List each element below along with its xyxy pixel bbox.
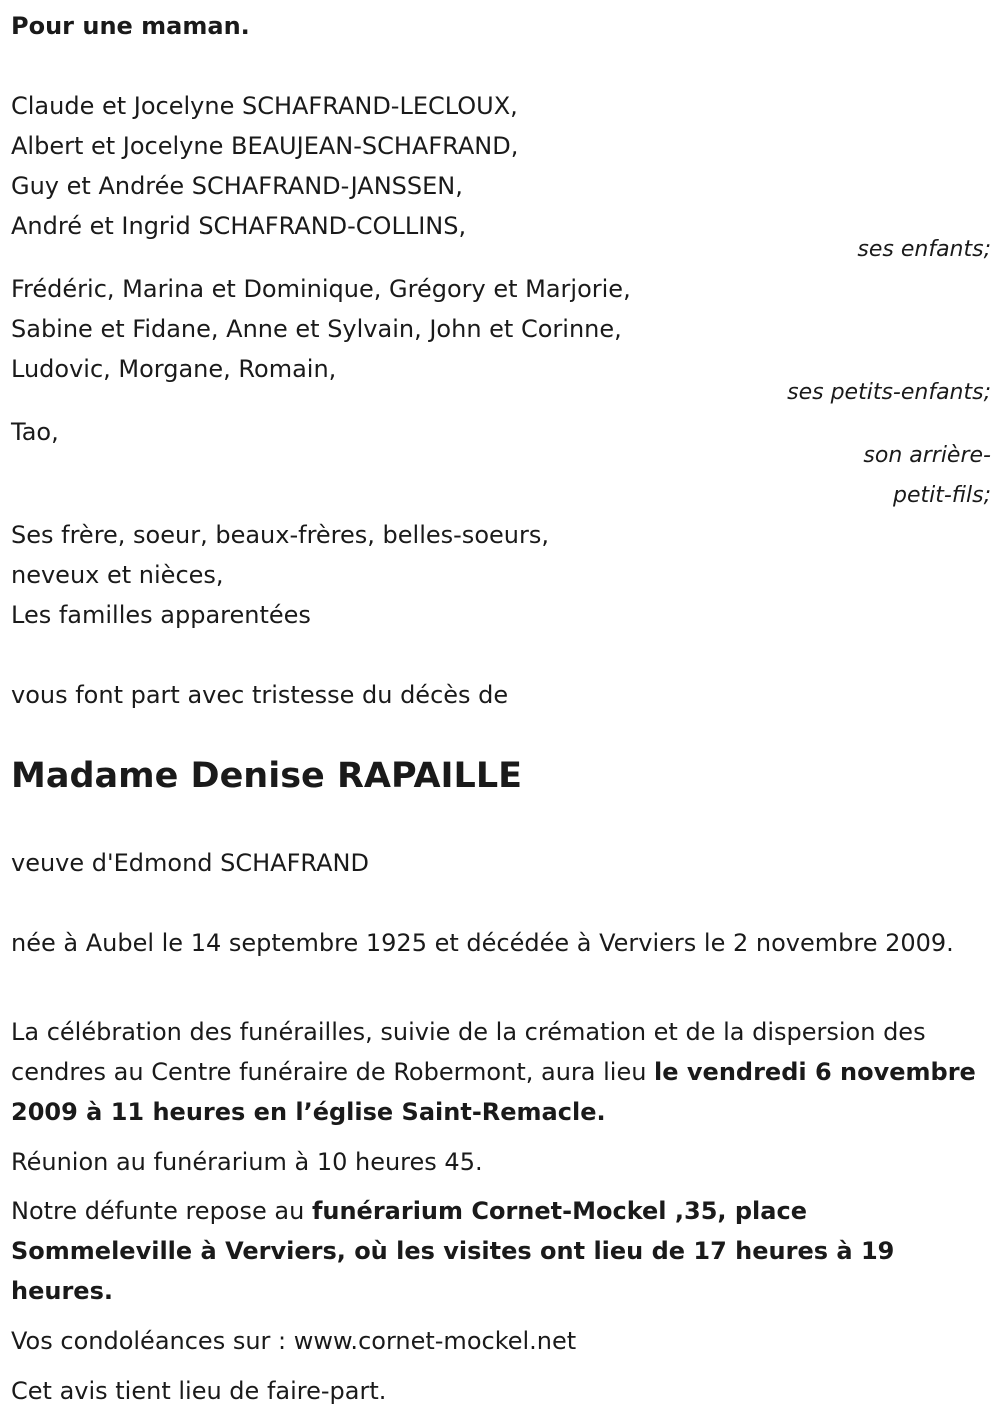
- relatives-line-2: neveux et nièces,: [11, 561, 224, 589]
- resting-location: funérarium Cornet-Mockel ,35, place Sommeleville à Verviers, où les visites ont lieu de 17 heures à 19 heures.: [11, 1197, 895, 1305]
- ceremony-date-location: le vendredi 6 novembre 2009 à 11 heures en l’église Saint-Remacle.: [11, 1058, 976, 1126]
- ceremony-text: La célébration des funérailles, suivie de la crémation et de la dispersion des cendres au Centre funéraire de Robermont, aura lieu: [11, 1018, 926, 1086]
- relatives-line-3: Les familles apparentées: [11, 601, 311, 629]
- header-title: Pour une maman.: [11, 12, 250, 40]
- announcement-text: vous font part avec tristesse du décès de: [11, 681, 509, 709]
- children-line-3: Guy et Andrée SCHAFRAND-JANSSEN,: [11, 172, 463, 200]
- children-role: ses enfants;: [857, 237, 991, 262]
- deceased-name: Madame Denise RAPAILLE: [11, 756, 523, 796]
- great-grandchild-role-2: petit-fils;: [892, 483, 991, 508]
- great-grandchild-line: Tao,: [11, 418, 59, 446]
- resting-paragraph: [11, 1191, 986, 1311]
- grandchildren-line-3: Ludovic, Morgane, Romain,: [11, 355, 337, 383]
- children-line-2: Albert et Jocelyne BEAUJEAN-SCHAFRAND,: [11, 132, 519, 160]
- meeting-text: Réunion au funérarium à 10 heures 45.: [11, 1148, 483, 1176]
- grandchildren-line-1: Frédéric, Marina et Dominique, Grégory et Marjorie,: [11, 275, 631, 303]
- grandchildren-line-2: Sabine et Fidane, Anne et Sylvain, John et Corinne,: [11, 315, 622, 343]
- widow-of-text: veuve d'Edmond SCHAFRAND: [11, 849, 369, 877]
- resting-text: Notre défunte repose au: [11, 1197, 312, 1225]
- notice-text: Cet avis tient lieu de faire-part.: [11, 1377, 387, 1405]
- grandchildren-role: ses petits-enfants;: [787, 380, 991, 405]
- ceremony-paragraph: [11, 1012, 986, 1132]
- condolences-text: Vos condoléances sur : www.cornet-mockel.net: [11, 1327, 577, 1355]
- birth-death-text: née à Aubel le 14 septembre 1925 et décédée à Verviers le 2 novembre 2009.: [11, 929, 954, 957]
- children-line-4: André et Ingrid SCHAFRAND-COLLINS,: [11, 212, 467, 240]
- children-line-1: Claude et Jocelyne SCHAFRAND-LECLOUX,: [11, 92, 518, 120]
- great-grandchild-role-1: son arrière-: [863, 443, 991, 468]
- relatives-line-1: Ses frère, soeur, beaux-frères, belles-soeurs,: [11, 521, 549, 549]
